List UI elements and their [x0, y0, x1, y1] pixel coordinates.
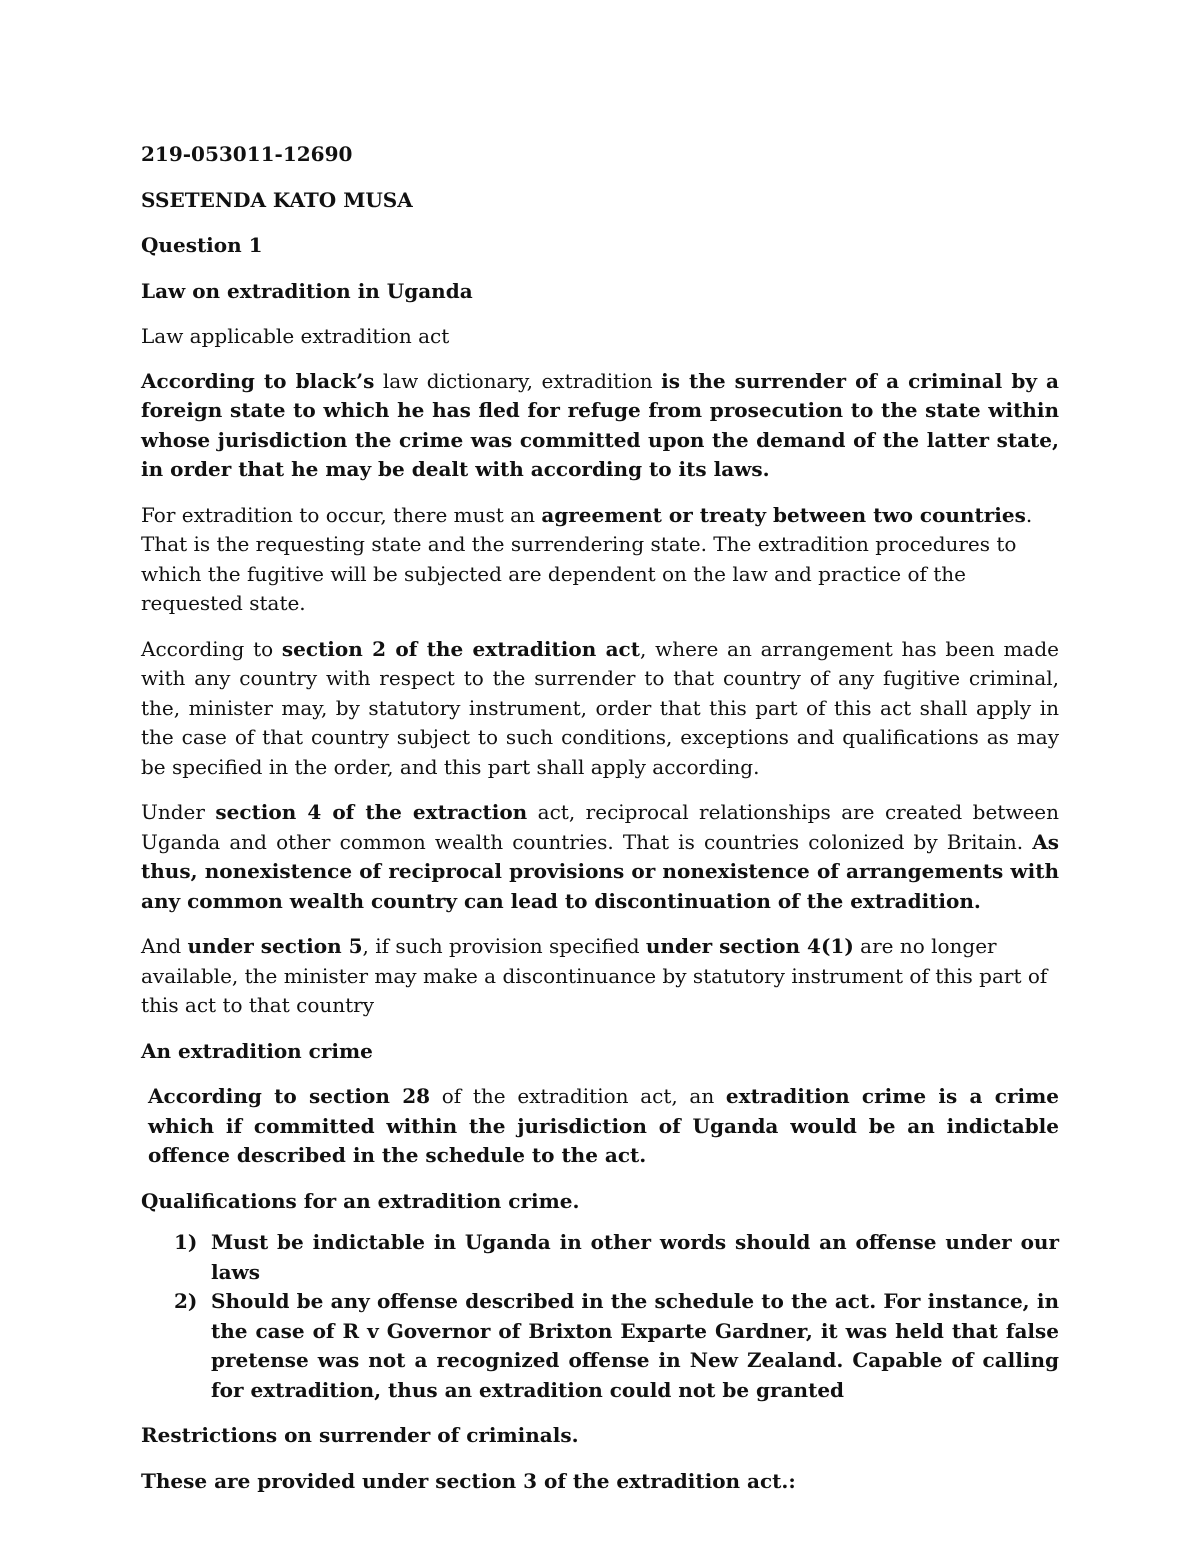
paragraph-span: are no longer available, the minister may make a discontinuance by statutory instrument of this part of this act to that country [141, 934, 1048, 1017]
list-item-text: Must be indictable in Uganda in other words should an offense under our laws [211, 1230, 1059, 1284]
paragraph-span: under section 4(1) [645, 934, 854, 958]
paragraph-span: section 4 of the extraction [215, 800, 528, 824]
paragraph-treaty [141, 501, 1059, 619]
paragraph-span: of the extradition act, an [430, 1084, 726, 1108]
heading-extradition-crime: An extradition crime [141, 1038, 373, 1063]
paragraph-span: Under [141, 800, 216, 824]
qualifications-list [141, 1228, 1059, 1405]
paragraph-span: is the surrender of a criminal by a foreign state to which he has fled for refuge from prosecution to the state within whose jurisdiction the crime was committed upon the demand of the latter state, in order that he may be dealt with according to its laws. [141, 368, 1059, 481]
paragraph-section-5 [141, 932, 1059, 1021]
student-id: 219-053011-12690 [141, 142, 353, 166]
heading-qualifications: Qualifications for an extradition crime. [141, 1188, 580, 1213]
paragraph-section-4 [141, 798, 1059, 916]
list-item-text: Should be any offense described in the schedule to the act. For instance, in the case of R v Governor of Brixton Exparte Gardner, it was held that false pretense was not a recognized offense in New Zealand. Capable of calling for extradition, thus an extradition could not be granted [211, 1289, 1059, 1402]
paragraph-span: , where an arrangement has been made with any country with respect to the surrender to that country of any fugitive criminal, the, minister may, by statutory instrument, order that this part of this act shall apply in the case of that country subject to such conditions, exceptions and qualifications as may be specified in the order, and this part shall apply according. [141, 636, 1059, 779]
list-item-number: 1) [174, 1230, 198, 1254]
paragraph-span: . That is the requesting state and the surrendering state. The extradition procedures to which the fugitive will be subjected are dependent on the law and practice of the requested state. [141, 502, 1033, 615]
heading-restrictions: Restrictions on surrender of criminals. [141, 1423, 579, 1447]
paragraph-section-28 [141, 1082, 1059, 1171]
paragraph-span: For extradition to occur, there must an [141, 502, 542, 527]
paragraph-span: agreement or treaty between two countries [541, 502, 1026, 527]
paragraph-span: , if such provision specified [362, 934, 646, 958]
applicable-law: Law applicable extradition act [141, 324, 450, 348]
topic-heading: Law on extradition in Uganda [141, 278, 473, 303]
paragraph-span: As thus, nonexistence of reciprocal provisions or nonexistence of arrangements with any common wealth country can lead to discontinuation of the extradition. [141, 829, 1059, 913]
paragraph-span: extradition crime is a crime which if committed within the jurisdiction of Uganda would be an indictable offence described in the schedule to the act. [148, 1084, 1060, 1167]
paragraph-span: According to [141, 636, 282, 661]
list-item [141, 1287, 1059, 1405]
paragraph-section-2 [141, 635, 1059, 783]
paragraph-span: act, reciprocal relationships are created between Uganda and other common wealth countries. That is countries colonized by Britain. [141, 800, 1059, 854]
paragraph-definition [141, 367, 1059, 485]
heading-section-3: These are provided under section 3 of the extradition act.: [141, 1468, 796, 1493]
list-item-number: 2) [174, 1289, 198, 1313]
paragraph-span: under section 5 [187, 934, 363, 958]
paragraph-span: And [141, 934, 188, 958]
paragraph-span: According to black’s [141, 368, 375, 393]
paragraph-span: section 2 of the extradition act [281, 636, 640, 661]
student-name: SSETENDA KATO MUSA [141, 187, 413, 212]
question-heading: Question 1 [141, 233, 263, 257]
document-page [141, 140, 1059, 1496]
list-item [141, 1228, 1059, 1287]
paragraph-span: law dictionary, extradition [374, 368, 662, 393]
paragraph-span: According to section 28 [148, 1084, 431, 1108]
